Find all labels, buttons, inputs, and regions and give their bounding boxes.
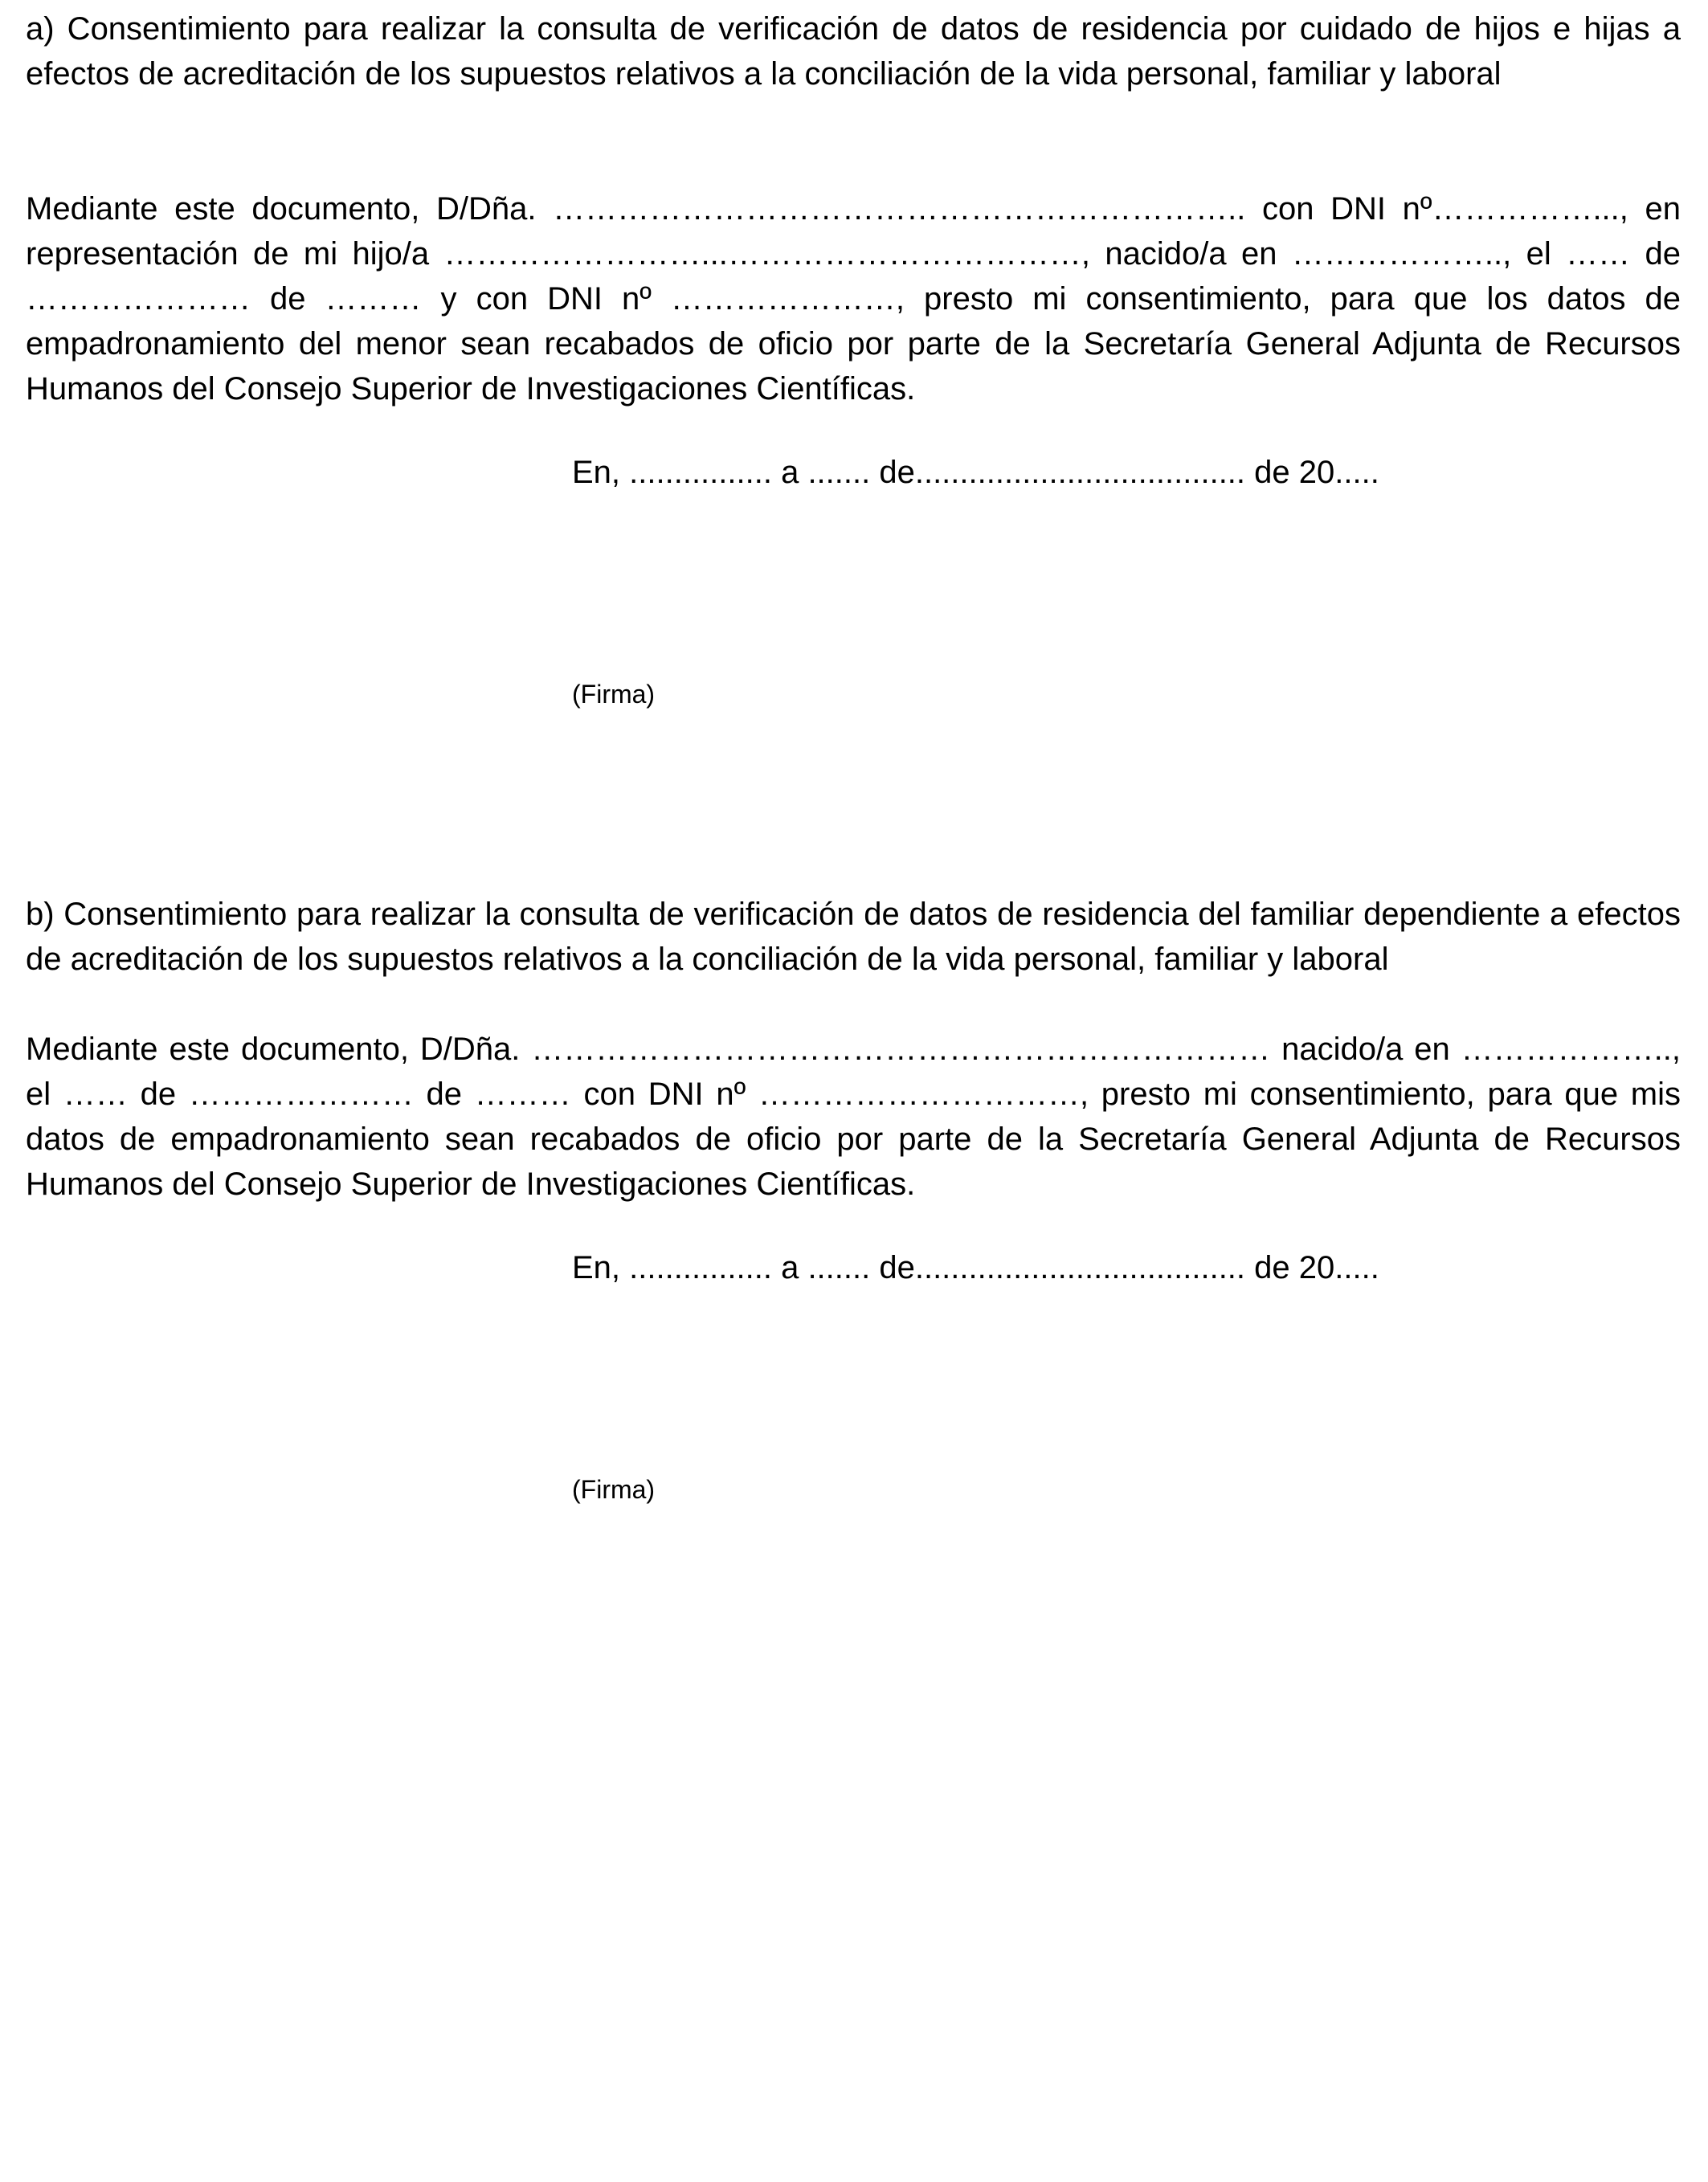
section-b-heading: b) Consentimiento para realizar la consulta de verificación de datos de residencia del familiar dependiente a efectos de acreditación de los supuestos relativos a la conciliación de la vida personal, familiar y laboral <box>26 897 1681 977</box>
consent-section-a-body <box>26 186 1681 411</box>
consent-section-a <box>26 6 1681 96</box>
consent-section-b <box>26 892 1681 982</box>
section-b-paragraph: Mediante este documento, D/Dña. …………………………………………………………… nacido/a en ……………….., el …… de ………………… de ……… con DNI nº …………………………, presto mi consentimiento, para que mis datos de empadronamiento sean recabados de oficio por parte de la Secretaría General Adjunta de Recursos Humanos del Consejo Superior de Investigaciones Científicas. <box>26 1032 1681 1202</box>
section-b-date-line: En, ................ a ....... de..................................... de 20..... <box>572 1250 1379 1285</box>
section-a-date-line: En, ................ a ....... de..................................... de 20..... <box>572 455 1379 490</box>
section-b-signature-label: (Firma) <box>572 1475 656 1504</box>
section-a-heading: a) Consentimiento para realizar la consulta de verificación de datos de residencia por cuidado de hijos e hijas a efectos de acreditación de los supuestos relativos a la conciliación de la vida personal, familiar y laboral <box>26 11 1681 92</box>
consent-section-b-body <box>26 1027 1681 1207</box>
section-a-paragraph: Mediante este documento, D/Dña. ……………………………………………………….. con DNI nº……………..., en representación de mi hijo/a ……………………...……………………………, nacido/a en ……………….., el …… de ………………… de ……… y con DNI nº …………………, presto mi consentimiento, para que los datos de empadronamiento del menor sean recabados de oficio por parte de la Secretaría General Adjunta de Recursos Humanos del Consejo Superior de Investigaciones Científicas. <box>26 191 1681 407</box>
section-a-signature-label: (Firma) <box>572 680 656 709</box>
